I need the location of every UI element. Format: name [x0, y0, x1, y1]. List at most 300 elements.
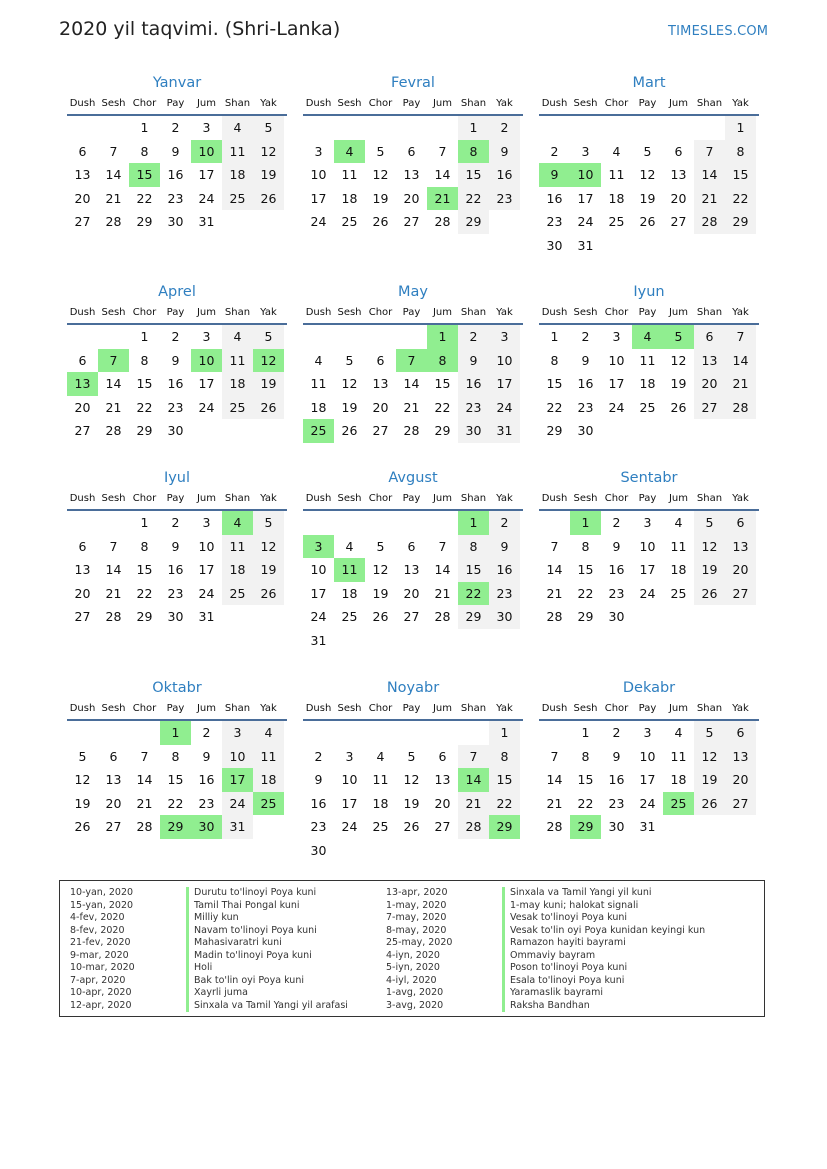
week-row — [67, 558, 287, 582]
day-cell: 20 — [670, 190, 687, 206]
empty-cell — [253, 605, 284, 629]
day-cell: 15 — [458, 558, 489, 582]
week-row — [539, 792, 759, 816]
day-cell: 25 — [222, 396, 253, 420]
weekday-label: Dush — [69, 98, 96, 109]
day-cell: 13 — [403, 562, 420, 578]
day-cell: 9 — [581, 352, 590, 368]
day-cell: 11 — [341, 167, 358, 183]
day-cell: 5 — [663, 325, 694, 349]
month-noyabr — [303, 677, 523, 863]
empty-cell — [334, 629, 365, 653]
weekday-label: Sesh — [337, 493, 362, 504]
day-cell: 13 — [670, 167, 687, 183]
day-cell: 7 — [550, 748, 559, 764]
empty-cell — [694, 605, 725, 629]
holiday-name: Ommaviy bayram — [502, 950, 595, 963]
week-row — [539, 210, 759, 234]
empty-cell — [427, 629, 458, 653]
weekday-label: Yak — [732, 98, 749, 109]
weekday-label: Shan — [696, 493, 723, 504]
empty-cell — [253, 815, 284, 839]
day-cell: 16 — [608, 562, 625, 578]
day-cell: 10 — [639, 538, 656, 554]
week-row — [303, 210, 523, 234]
holiday-name: Xayrli juma — [186, 987, 248, 1000]
day-cell: 25 — [341, 214, 358, 230]
week-row — [303, 116, 523, 140]
weekday-label: Sesh — [573, 98, 598, 109]
weekday-label: Pay — [402, 703, 421, 714]
day-cell: 20 — [725, 768, 756, 792]
legend-item — [60, 912, 348, 925]
day-cell: 3 — [581, 143, 590, 159]
day-cell: 9 — [489, 140, 520, 164]
day-cell: 8 — [140, 352, 149, 368]
day-cell: 31 — [577, 237, 594, 253]
holiday-name: Milliy kun — [186, 912, 239, 925]
day-cell: 23 — [577, 399, 594, 415]
holiday-date: 10-apr, 2020 — [70, 987, 132, 998]
month-name: Iyul — [163, 470, 191, 486]
empty-cell — [67, 325, 98, 349]
week-row — [539, 140, 759, 164]
holiday-date: 10-yan, 2020 — [70, 887, 134, 898]
empty-cell — [191, 419, 222, 443]
empty-cell — [303, 325, 334, 349]
day-cell: 27 — [670, 214, 687, 230]
day-cell: 23 — [608, 585, 625, 601]
week-row — [303, 721, 523, 745]
day-cell: 18 — [639, 376, 656, 392]
legend-item — [376, 950, 705, 963]
day-cell: 10 — [310, 562, 327, 578]
day-cell: 9 — [171, 143, 180, 159]
week-row — [67, 768, 287, 792]
empty-cell — [632, 605, 663, 629]
empty-cell — [396, 721, 427, 745]
day-cell: 25 — [639, 399, 656, 415]
empty-cell — [334, 721, 365, 745]
empty-cell — [129, 721, 160, 745]
legend-item — [376, 962, 705, 975]
holiday-name: Mahasivaratri kuni — [186, 937, 282, 950]
holiday-date: 7-may, 2020 — [386, 912, 447, 923]
day-cell: 8 — [140, 538, 149, 554]
weekday-label: Chor — [604, 307, 629, 318]
brand-link[interactable]: TIMESLES.COM — [668, 24, 769, 39]
day-cell: 11 — [608, 167, 625, 183]
empty-cell — [303, 721, 334, 745]
day-cell: 25 — [341, 609, 358, 625]
day-cell: 19 — [253, 163, 284, 187]
month-avgust — [303, 467, 523, 653]
day-cell: 6 — [78, 143, 87, 159]
day-cell: 11 — [334, 558, 365, 582]
day-cell: 7 — [438, 143, 447, 159]
day-cell: 7 — [458, 745, 489, 769]
day-cell: 1 — [581, 725, 590, 740]
empty-cell — [601, 116, 632, 140]
day-cell: 15 — [577, 772, 594, 788]
week-row — [67, 792, 287, 816]
day-cell: 14 — [725, 349, 756, 373]
legend-item — [60, 962, 348, 975]
day-cell: 19 — [639, 190, 656, 206]
week-row — [539, 419, 759, 443]
day-cell: 31 — [222, 815, 253, 839]
legend-item — [60, 887, 348, 900]
weekday-label: Sesh — [573, 307, 598, 318]
day-cell: 5 — [376, 538, 385, 554]
day-cell: 21 — [403, 399, 420, 415]
day-cell: 5 — [345, 352, 354, 368]
day-cell: 2 — [489, 116, 520, 140]
week-row — [539, 605, 759, 629]
day-cell: 4 — [674, 725, 683, 740]
day-cell: 11 — [372, 772, 389, 788]
week-row — [539, 511, 759, 535]
day-cell: 12 — [694, 535, 725, 559]
weekday-label: Dush — [541, 307, 568, 318]
day-cell: 1 — [140, 120, 149, 135]
day-cell: 16 — [608, 772, 625, 788]
weekday-header — [67, 94, 287, 116]
empty-cell — [663, 116, 694, 140]
weekday-label: Shan — [224, 98, 251, 109]
day-cell: 13 — [67, 372, 98, 396]
day-cell: 18 — [670, 562, 687, 578]
day-cell: 22 — [136, 399, 153, 415]
day-cell: 14 — [546, 562, 563, 578]
day-cell: 5 — [643, 143, 652, 159]
day-cell: 3 — [222, 721, 253, 745]
week-row — [303, 745, 523, 769]
day-cell: 9 — [612, 748, 621, 764]
weekday-label: Dush — [305, 493, 332, 504]
holiday-name: Holi — [186, 962, 212, 975]
empty-cell — [303, 511, 334, 535]
day-cell: 17 — [639, 562, 656, 578]
day-cell: 22 — [577, 585, 594, 601]
holiday-date: 9-mar, 2020 — [70, 949, 129, 961]
legend-item — [60, 987, 348, 1000]
day-cell: 24 — [608, 399, 625, 415]
day-cell: 6 — [78, 352, 87, 368]
day-cell: 27 — [694, 396, 725, 420]
day-cell: 23 — [167, 190, 184, 206]
empty-cell — [365, 511, 396, 535]
legend-item — [60, 950, 348, 963]
day-cell: 18 — [222, 558, 253, 582]
empty-cell — [334, 325, 365, 349]
day-cell: 9 — [612, 538, 621, 554]
day-cell: 2 — [489, 511, 520, 535]
legend-item — [376, 887, 705, 900]
day-cell: 18 — [222, 163, 253, 187]
holiday-name: Tamil Thai Pongal kuni — [186, 900, 300, 913]
day-cell: 23 — [167, 585, 184, 601]
day-cell: 15 — [489, 768, 520, 792]
day-cell: 29 — [434, 423, 451, 439]
month-name: Noyabr — [386, 680, 440, 696]
day-cell: 10 — [489, 349, 520, 373]
day-cell: 28 — [546, 609, 563, 625]
day-cell: 11 — [222, 140, 253, 164]
day-cell: 8 — [725, 140, 756, 164]
legend-item — [60, 937, 348, 950]
holiday-date: 15-yan, 2020 — [70, 899, 134, 911]
week-row — [539, 535, 759, 559]
legend-item — [60, 925, 348, 938]
day-cell: 21 — [546, 585, 563, 601]
day-cell: 1 — [725, 116, 756, 140]
day-cell: 10 — [341, 772, 358, 788]
day-cell: 13 — [74, 562, 91, 578]
day-cell: 6 — [438, 748, 447, 764]
weekday-label: Pay — [166, 703, 185, 714]
weekday-label: Chor — [604, 703, 629, 714]
week-row — [539, 325, 759, 349]
month-name: Yanvar — [152, 75, 202, 91]
weekday-label: Jum — [668, 98, 689, 109]
day-cell: 23 — [489, 187, 520, 211]
weekday-label: Shan — [696, 98, 723, 109]
day-cell: 2 — [581, 329, 590, 344]
day-cell: 2 — [458, 325, 489, 349]
weekday-label: Chor — [368, 98, 393, 109]
weekday-label: Shan — [460, 493, 487, 504]
day-cell: 22 — [458, 187, 489, 211]
weekday-label: Yak — [732, 307, 749, 318]
weekday-label: Dush — [305, 307, 332, 318]
empty-cell — [427, 116, 458, 140]
day-cell: 29 — [458, 605, 489, 629]
empty-cell — [365, 839, 396, 863]
day-cell: 29 — [570, 815, 601, 839]
empty-cell — [663, 605, 694, 629]
day-cell: 6 — [407, 143, 416, 159]
weekday-label: Sesh — [573, 703, 598, 714]
week-row — [67, 140, 287, 164]
day-cell: 3 — [202, 329, 211, 344]
week-row — [539, 234, 759, 258]
day-cell: 16 — [546, 190, 563, 206]
holiday-date: 13-apr, 2020 — [386, 887, 448, 898]
week-row — [303, 582, 523, 606]
day-cell: 6 — [674, 143, 683, 159]
empty-cell — [632, 234, 663, 258]
day-cell: 13 — [372, 376, 389, 392]
day-cell: 26 — [639, 214, 656, 230]
day-cell: 14 — [434, 562, 451, 578]
day-cell: 8 — [581, 748, 590, 764]
empty-cell — [725, 234, 756, 258]
weekday-label: Sesh — [101, 493, 126, 504]
day-cell: 16 — [489, 163, 520, 187]
day-cell: 28 — [434, 214, 451, 230]
weekday-label: Jum — [196, 703, 217, 714]
day-cell: 10 — [191, 349, 222, 373]
day-cell: 24 — [222, 792, 253, 816]
day-cell: 2 — [171, 329, 180, 344]
day-cell: 3 — [202, 120, 211, 135]
day-cell: 5 — [694, 511, 725, 535]
day-cell: 3 — [643, 725, 652, 740]
day-cell: 1 — [550, 329, 559, 344]
empty-cell — [396, 325, 427, 349]
empty-cell — [694, 116, 725, 140]
day-cell: 30 — [608, 609, 625, 625]
day-cell: 22 — [136, 190, 153, 206]
weekday-label: Dush — [69, 307, 96, 318]
day-cell: 22 — [577, 795, 594, 811]
day-cell: 3 — [612, 329, 621, 344]
day-cell: 19 — [694, 768, 725, 792]
day-cell: 14 — [546, 772, 563, 788]
holiday-name: Vesak to'lin oyi Poya kunidan keyingi kun — [502, 925, 705, 938]
day-cell: 16 — [577, 376, 594, 392]
day-cell: 19 — [74, 795, 91, 811]
day-cell: 10 — [608, 352, 625, 368]
week-row — [67, 511, 287, 535]
legend-item — [60, 975, 348, 988]
week-row — [539, 745, 759, 769]
day-cell: 31 — [198, 609, 215, 625]
weekday-header — [539, 94, 759, 116]
day-cell: 8 — [550, 352, 559, 368]
empty-cell — [396, 839, 427, 863]
holiday-name: Durutu to'linoyi Poya kuni — [186, 887, 316, 900]
weekday-label: Sesh — [337, 703, 362, 714]
weekday-label: Jum — [432, 307, 453, 318]
legend-item — [376, 975, 705, 988]
day-cell: 13 — [694, 349, 725, 373]
week-row — [303, 815, 523, 839]
day-cell: 29 — [725, 210, 756, 234]
empty-cell — [334, 839, 365, 863]
day-cell: 4 — [632, 325, 663, 349]
day-cell: 25 — [222, 582, 253, 606]
day-cell: 10 — [191, 140, 222, 164]
holiday-name: Navam to'linoyi Poya kuni — [186, 925, 317, 938]
weekday-label: Jum — [668, 493, 689, 504]
day-cell: 9 — [314, 772, 323, 788]
day-cell: 13 — [105, 772, 122, 788]
day-cell: 20 — [403, 190, 420, 206]
empty-cell — [334, 511, 365, 535]
weekday-label: Chor — [132, 98, 157, 109]
weekday-label: Yak — [496, 307, 513, 318]
day-cell: 12 — [253, 140, 284, 164]
weekday-header — [539, 489, 759, 511]
weekday-header — [303, 303, 523, 325]
weekday-label: Dush — [69, 703, 96, 714]
day-cell: 13 — [74, 167, 91, 183]
weekday-label: Chor — [368, 703, 393, 714]
weekday-label: Sesh — [101, 703, 126, 714]
day-cell: 4 — [222, 325, 253, 349]
day-cell: 22 — [489, 792, 520, 816]
day-cell: 10 — [222, 745, 253, 769]
day-cell: 8 — [171, 748, 180, 764]
week-row — [539, 372, 759, 396]
day-cell: 5 — [694, 721, 725, 745]
day-cell: 25 — [663, 792, 694, 816]
empty-cell — [694, 815, 725, 839]
weekday-label: Shan — [224, 307, 251, 318]
day-cell: 28 — [725, 396, 756, 420]
legend-item — [376, 987, 705, 1000]
day-cell: 21 — [105, 399, 122, 415]
day-cell: 2 — [314, 748, 323, 764]
day-cell: 1 — [489, 721, 520, 745]
day-cell: 4 — [222, 511, 253, 535]
day-cell: 22 — [458, 582, 489, 606]
day-cell: 12 — [372, 167, 389, 183]
day-cell: 7 — [396, 349, 427, 373]
week-row — [67, 187, 287, 211]
day-cell: 18 — [372, 795, 389, 811]
holiday-date: 4-iyn, 2020 — [386, 949, 440, 961]
day-cell: 17 — [489, 372, 520, 396]
day-cell: 18 — [341, 585, 358, 601]
day-cell: 27 — [74, 214, 91, 230]
day-cell: 16 — [458, 372, 489, 396]
holiday-name: Ramazon hayiti bayrami — [502, 937, 626, 950]
day-cell: 27 — [725, 582, 756, 606]
day-cell: 1 — [140, 515, 149, 530]
day-cell: 17 — [198, 376, 215, 392]
day-cell: 14 — [105, 562, 122, 578]
empty-cell — [632, 419, 663, 443]
month-name: Avgust — [388, 470, 438, 486]
day-cell: 7 — [725, 325, 756, 349]
weekday-label: Yak — [496, 98, 513, 109]
week-row — [67, 210, 287, 234]
day-cell: 27 — [105, 819, 122, 835]
weekday-label: Chor — [132, 493, 157, 504]
day-cell: 14 — [434, 167, 451, 183]
week-row — [539, 163, 759, 187]
day-cell: 31 — [310, 632, 327, 648]
day-cell: 14 — [105, 376, 122, 392]
day-cell: 24 — [198, 190, 215, 206]
day-cell: 1 — [570, 511, 601, 535]
weekday-header — [303, 699, 523, 721]
empty-cell — [489, 210, 520, 234]
day-cell: 23 — [198, 795, 215, 811]
day-cell: 4 — [674, 515, 683, 530]
holiday-date: 4-fev, 2020 — [70, 912, 125, 923]
day-cell: 7 — [109, 538, 118, 554]
week-row — [303, 372, 523, 396]
weekday-label: Sesh — [101, 307, 126, 318]
day-cell: 23 — [608, 795, 625, 811]
weekday-label: Shan — [696, 307, 723, 318]
week-row — [539, 768, 759, 792]
weekday-header — [67, 699, 287, 721]
day-cell: 16 — [489, 558, 520, 582]
month-name: Iyun — [633, 284, 665, 300]
week-row — [303, 605, 523, 629]
month-name: Sentabr — [620, 470, 678, 486]
holiday-name: Esala to'linoyi Poya kuni — [502, 975, 624, 988]
day-cell: 17 — [577, 190, 594, 206]
empty-cell — [67, 721, 98, 745]
empty-cell — [539, 116, 570, 140]
weekday-header — [67, 303, 287, 325]
